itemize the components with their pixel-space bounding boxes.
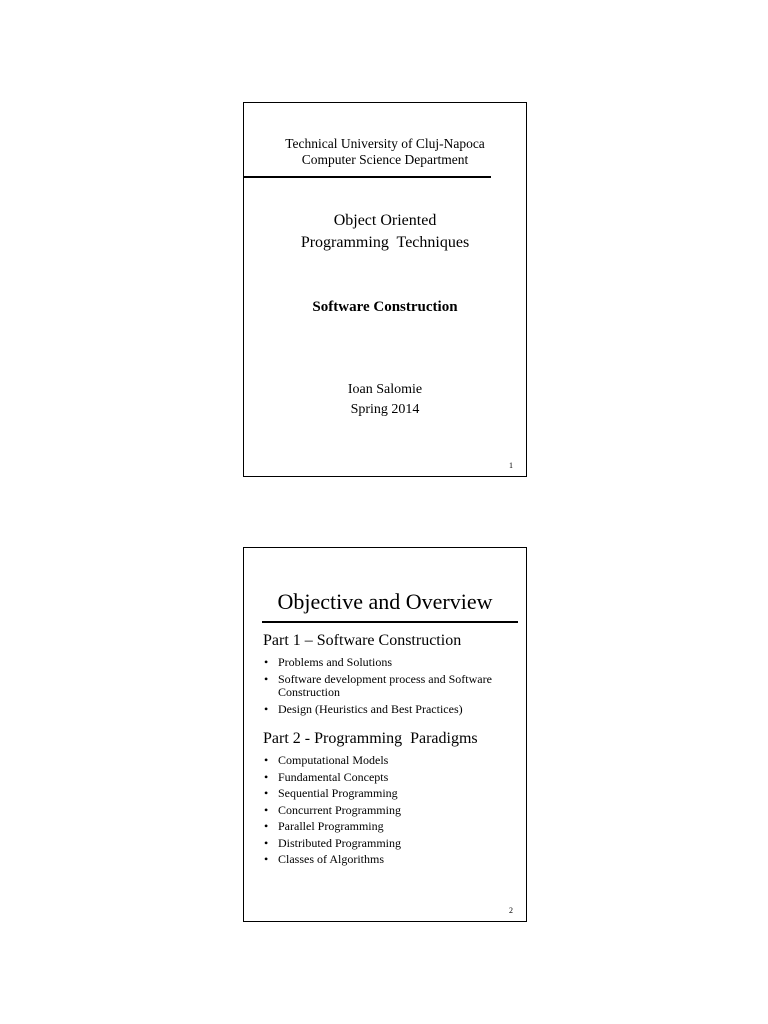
list-item-text: Fundamental Concepts [278,769,389,784]
slide-1 [243,102,527,477]
list-item [264,771,524,785]
list-item-text: Concurrent Programming [278,802,401,817]
list-item-text: Distributed Programming [278,835,401,850]
bullet-icon: • [264,769,269,784]
term: Spring 2014 [350,402,420,417]
course-title-line-1: Object Oriented [333,212,437,229]
page-number: 1 [509,461,513,470]
bullet-icon: • [264,852,269,866]
slide-2 [243,547,527,922]
lecture-subtitle: Software Construction [312,299,458,315]
title-divider [262,621,518,623]
slide-title: Objective and Overview [277,589,493,614]
list-item [264,673,524,700]
part-1-heading: Part 1 – Software Construction [263,632,462,649]
header-divider [244,176,491,178]
list-item [264,820,524,834]
list-item-text: Software development process and Software Construction [278,671,492,699]
list-item [264,656,524,670]
department-name: Computer Science Department [301,152,469,167]
author-name: Ioan Salomie [347,382,423,397]
institution-name: Technical University of Cluj-Napoca [285,136,485,151]
bullet-icon: • [264,786,269,800]
list-item-text: Design (Heuristics and Best Practices) [278,701,463,716]
list-item-text: Parallel Programming [278,819,384,833]
course-title-line-2: Programming Techniques [300,234,470,251]
list-item [264,837,524,851]
bullet-icon: • [264,819,269,833]
bullet-icon: • [264,701,269,716]
part-1-list [264,656,524,719]
list-item-text: Classes of Algorithms [278,852,385,866]
author-block [244,380,526,420]
bullet-icon: • [264,655,269,669]
list-item [264,787,524,801]
bullet-icon: • [264,671,269,686]
part-2-heading: Part 2 - Programming Paradigms [263,730,478,747]
bullet-icon: • [264,835,269,850]
page-number: 2 [509,906,513,915]
part-2-list [264,754,524,870]
course-title [244,210,526,254]
list-item-text: Sequential Programming [278,786,398,800]
list-item [264,703,524,717]
list-item [264,754,524,768]
bullet-icon: • [264,802,269,817]
bullet-icon: • [264,753,269,767]
institution-header [244,136,526,168]
list-item [264,804,524,818]
list-item [264,853,524,867]
list-item-text: Problems and Solutions [278,655,393,669]
list-item-text: Computational Models [278,753,389,767]
